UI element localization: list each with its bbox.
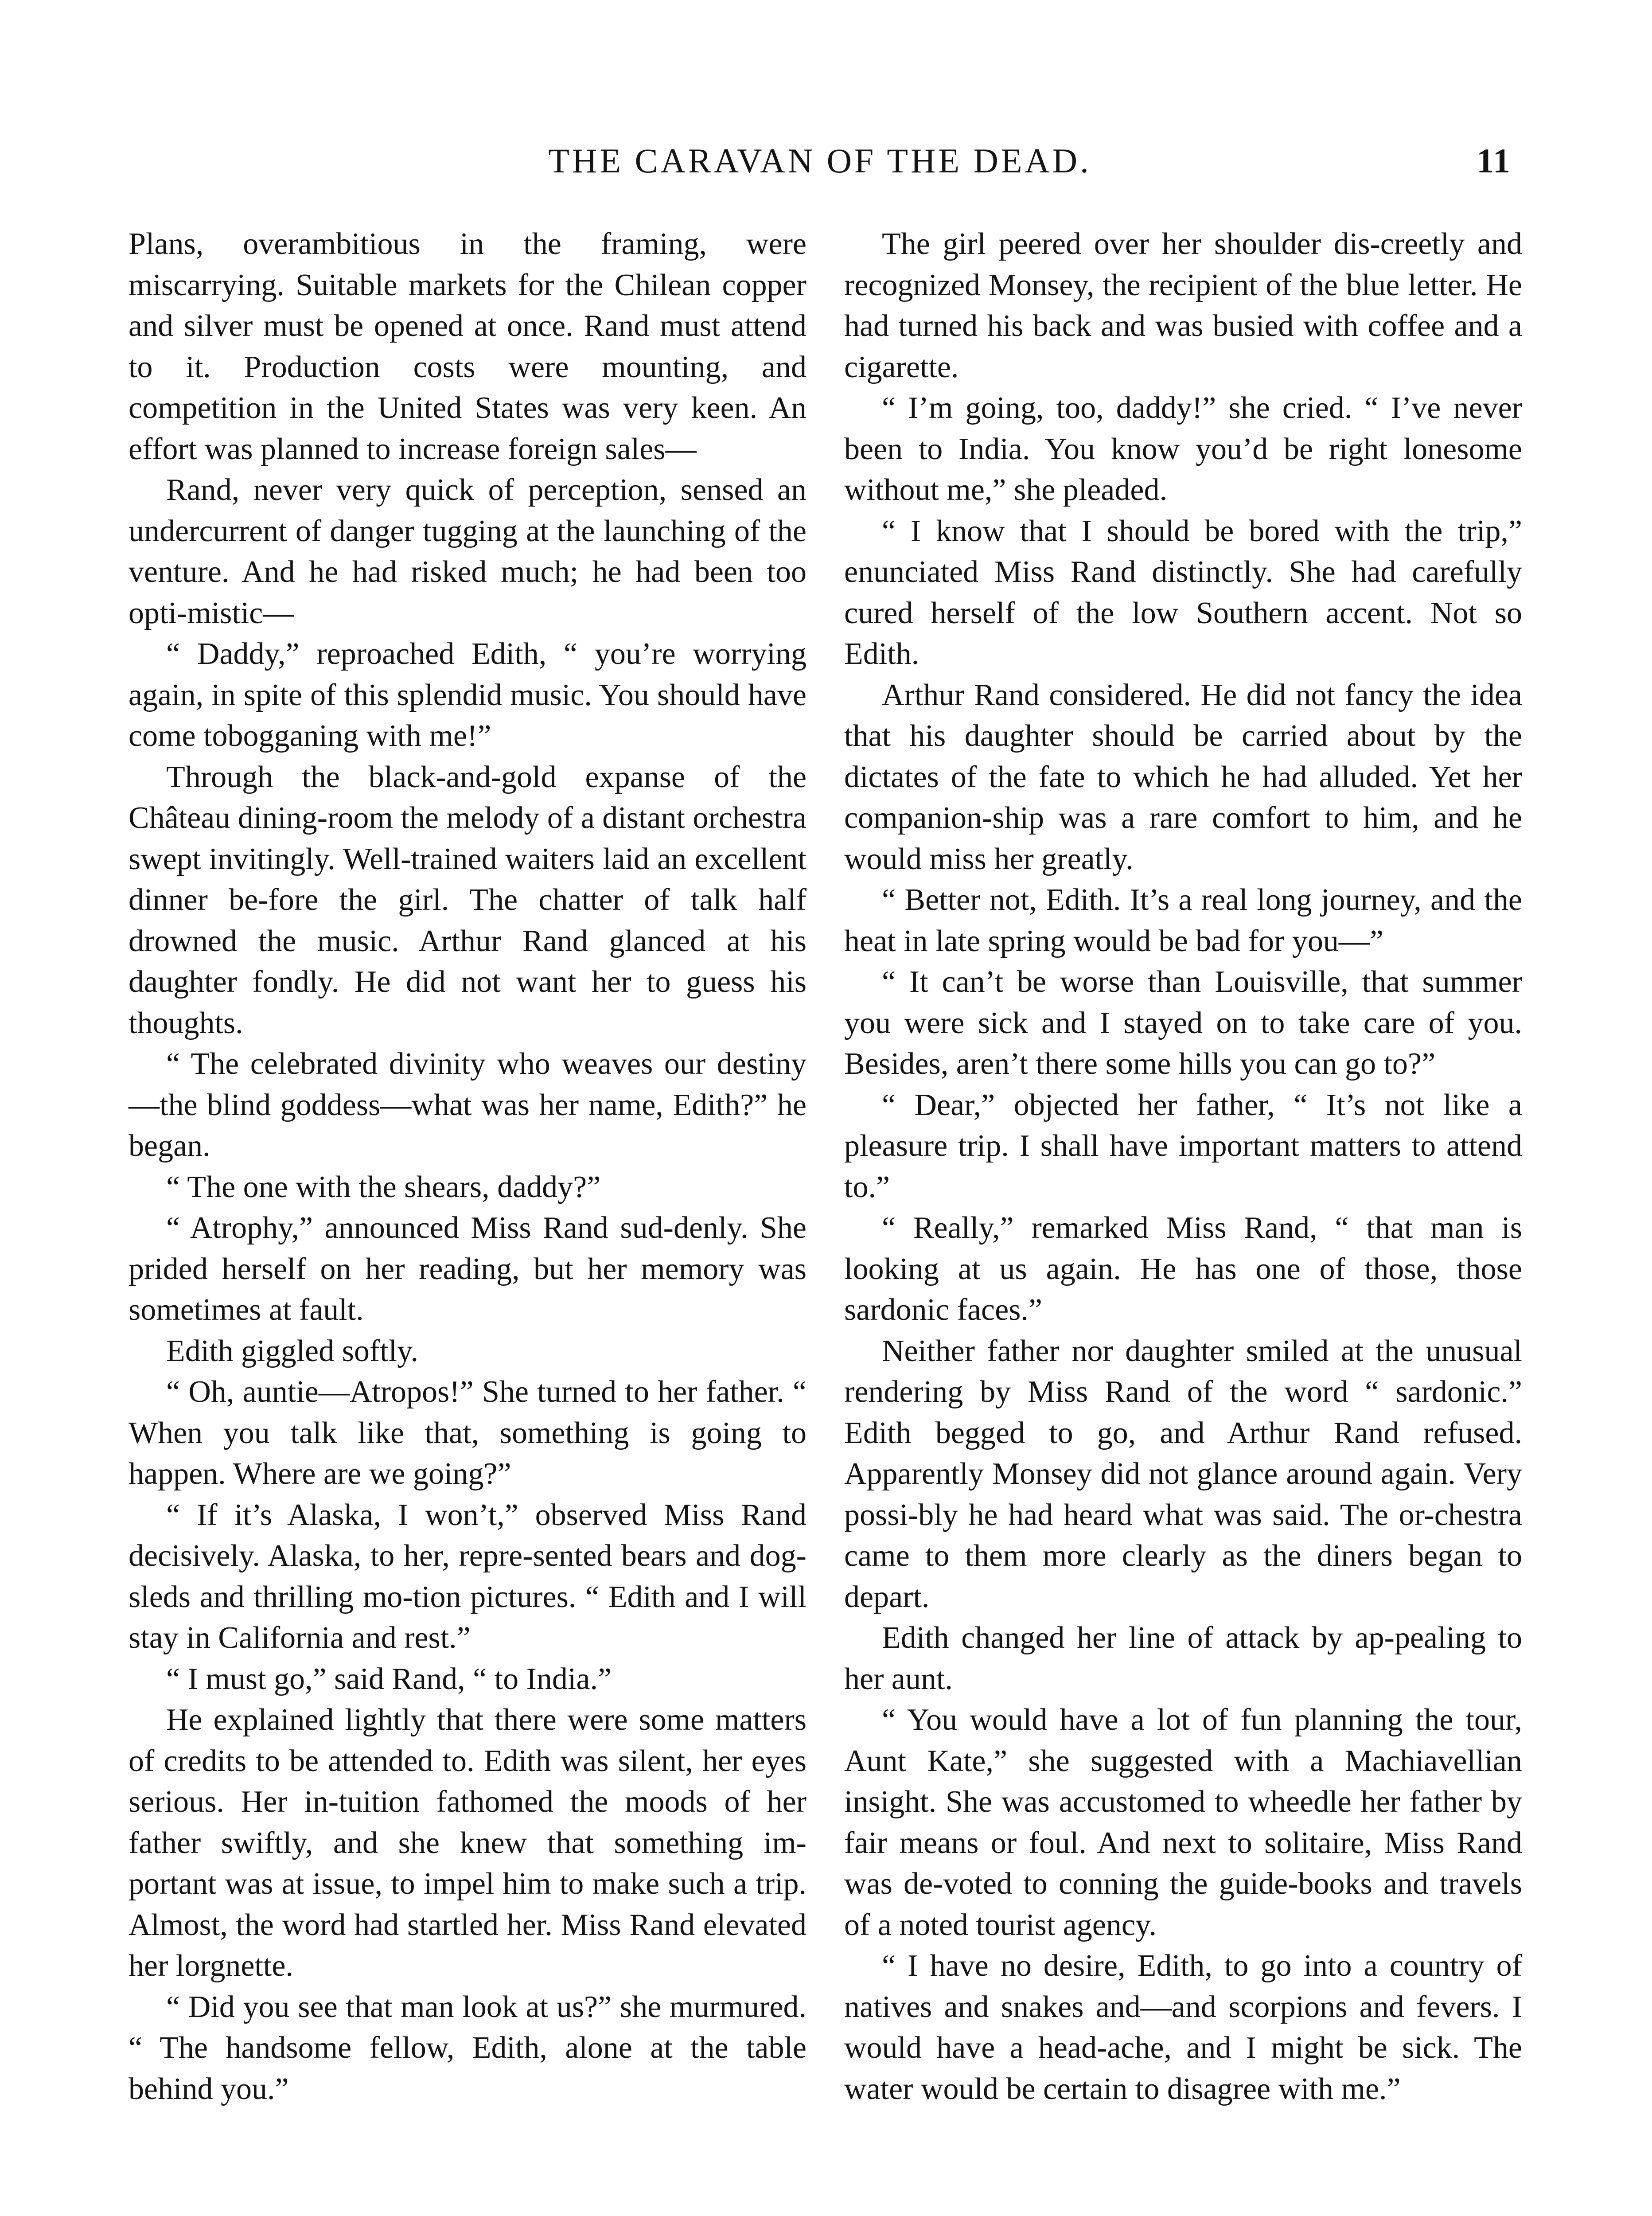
paragraph: Rand, never very quick of perception, sensed an undercurrent of danger tugging at the launching of the venture. And he had risked much; he had been too opti-mistic— [129,473,807,630]
paragraph: “ Better not, Edith. It’s a real long journey, and the heat in late spring would be bad for you—” [844,883,1522,958]
paragraph: Through the black-and-gold expanse of the Château dining-room the melody of a distant orchestra swept invitingly. Well-trained waiters laid an excellent dinner be-fore the girl. The chatter of talk half drowned the music. Arthur Rand glanced at his daughter fondly. He did not want her to guess his thoughts. [129,760,807,1040]
paragraph: “ You would have a lot of fun planning the tour, Aunt Kate,” she suggested with a Machiavellian insight. She was accustomed to wheedle her father by fair means or foul. And next to solitaire, Miss Rand was de-voted to conning the guide-books and travels of a noted tourist agency. [844,1703,1522,1942]
running-title: THE CARAVAN OF THE DEAD. [548,141,1091,180]
paragraph: “ I’m going, too, daddy!” she cried. “ I’ve never been to India. You know you’d be right lonesome without me,” she pleaded. [844,391,1522,507]
paragraph: “ It can’t be worse than Louisville, that summer you were sick and I stayed on to take care of you. Besides, aren’t there some hills you can go to?” [844,965,1522,1081]
paragraph: Arthur Rand considered. He did not fancy the idea that his daughter should be carried about by the dictates of the fate to which he had alluded. Yet her companion-ship was a rare comfort to him, and he would miss her greatly. [844,678,1522,876]
paragraph: “ I must go,” said Rand, “ to India.” [166,1662,612,1696]
paragraph: “ The one with the shears, daddy?” [166,1170,601,1204]
page-number: 11 [1477,141,1511,180]
paragraph: “ I have no desire, Edith, to go into a country of natives and snakes and—and scorpions and fevers. I would have a head-ache, and I might be sick. The water would be certain to disagree with me.” [844,1949,1522,2106]
paragraph: “ If it’s Alaska, I won’t,” observed Miss Rand decisively. Alaska, to her, repre-sented bears and dog-sleds and thrilling mo-tion pictures. “ Edith and I will stay in California and rest.” [129,1498,807,1655]
left-column [129,224,807,2110]
running-head [129,141,1511,190]
paragraph: “ I know that I should be bored with the trip,” enunciated Miss Rand distinctly. She had carefully cured herself of the low Southern accent. Not so Edith. [844,514,1522,671]
paragraph: Neither father nor daughter smiled at the unusual rendering by Miss Rand of the word “ sardonic.” Edith begged to go, and Arthur Rand refused. Apparently Monsey did not glance around again. Very possi-bly he had heard what was said. The or-chestra came to them more clearly as the diners began to depart. [844,1334,1522,1614]
paragraph: “ Atrophy,” announced Miss Rand sud-denly. She prided herself on her reading, but her memory was sometimes at fault. [129,1211,807,1327]
paragraph: “ Did you see that man look at us?” she murmured. “ The handsome fellow, Edith, alone at the table behind you.” [129,1990,807,2106]
paragraph: “ The celebrated divinity who weaves our destiny—the blind goddess—what was her name, Edith?” he began. [129,1047,807,1163]
paragraph: Plans, overambitious in the framing, were miscarrying. Suitable markets for the Chilean copper and silver must be opened at once. Rand must attend to it. Production costs were mounting, and competition in the United States was very keen. An effort was planned to increase foreign sales— [129,227,807,466]
paragraph: “ Really,” remarked Miss Rand, “ that man is looking at us again. He has one of those, those sardonic faces.” [844,1211,1522,1327]
right-column [844,224,1522,2110]
paragraph: “ Oh, auntie—Atropos!” She turned to her father. “ When you talk like that, something is going to happen. Where are we going?” [129,1375,807,1491]
paragraph: Edith changed her line of attack by ap-pealing to her aunt. [844,1621,1522,1696]
paragraph: “ Daddy,” reproached Edith, “ you’re worrying again, in spite of this splendid music. You should have come tobogganing with me!” [129,637,807,753]
paragraph: Edith giggled softly. [166,1334,419,1368]
paragraph: “ Dear,” objected her father, “ It’s not like a pleasure trip. I shall have important matters to attend to.” [844,1088,1522,1204]
paragraph: The girl peered over her shoulder dis-creetly and recognized Monsey, the recipient of the blue letter. He had turned his back and was busied with coffee and a cigarette. [844,227,1522,384]
paragraph: He explained lightly that there were some matters of credits to be attended to. Edith was silent, her eyes serious. Her in-tuition fathomed the moods of her father swiftly, and she knew that something im-portant was at issue, to impel him to make such a trip. Almost, the word had startled her. Miss Rand elevated her lorgnette. [129,1703,807,1983]
